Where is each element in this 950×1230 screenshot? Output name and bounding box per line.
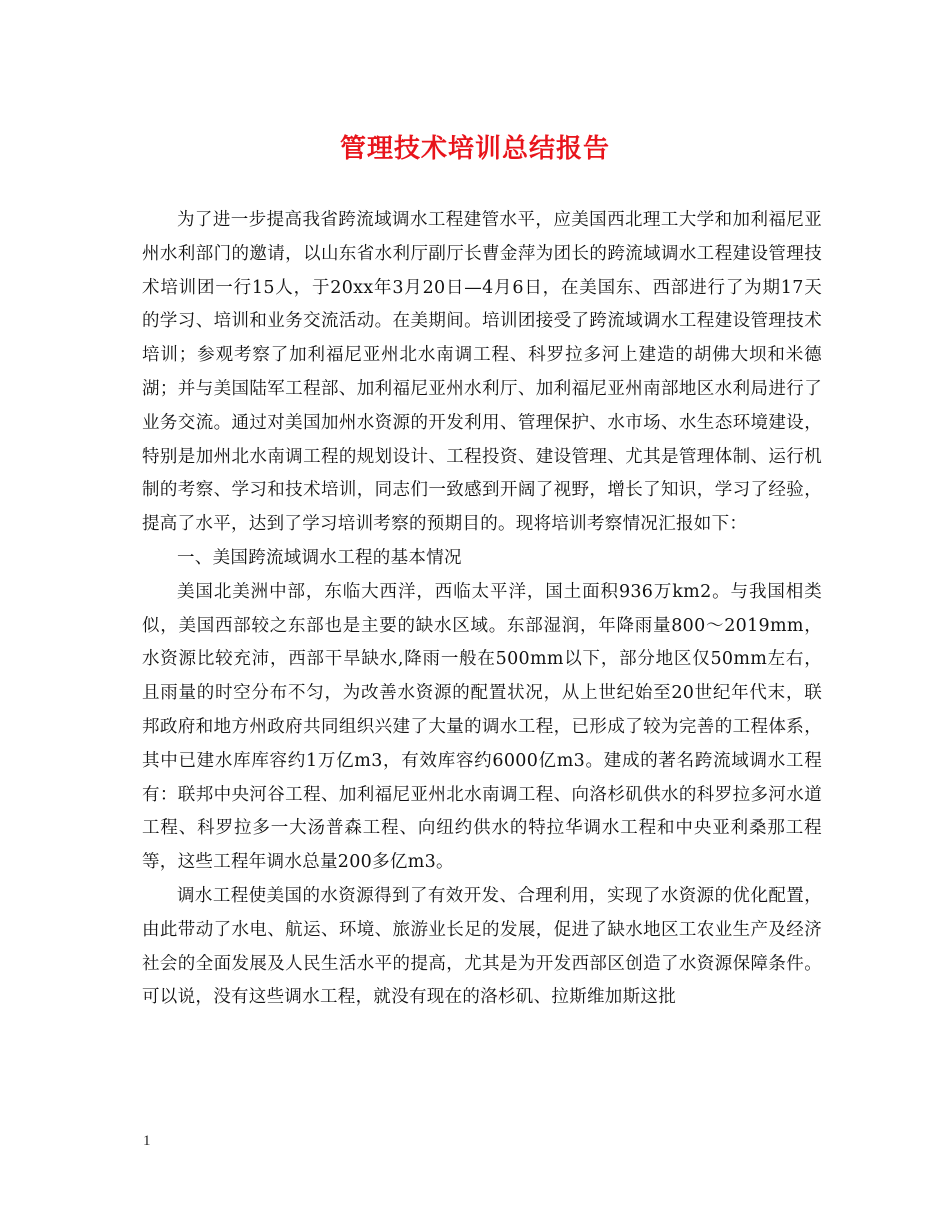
paragraph-intro: 为了进一步提高我省跨流域调水工程建管水平，应美国西北理工大学和加利福尼亚州水利部门的邀请，以山东省水利厅副厅长曹金萍为团长的跨流域调水工程建设管理技术培训团一行15人，于20xx年3月20日—4月6日，在美国东、西部进行了为期17天的学习、培训和业务交流活动。在美期间。培训团接受了跨流域调水工程建设管理技术培训；参观考察了加利福尼亚州北水南调工程、科罗拉多河上建造的胡佛大坝和米德湖；并与美国陆军工程部、加利福尼亚州水利厅、加利福尼亚州南部地区水利局进行了业务交流。通过对美国加州水资源的开发利用、管理保护、水市场、水生态环境建设，特别是加州北水南调工程的规划设计、工程投资、建设管理、尤其是管理体制、运行机制的考察、学习和技术培训，同志们一致感到开阔了视野，增长了知识，学习了经验，提高了水平，达到了学习培训考察的预期目的。现将培训考察情况汇报如下： (142, 210, 822, 535)
paragraph-benefits: 调水工程使美国的水资源得到了有效开发、合理利用，实现了水资源的优化配置，由此带动了水电、航运、环境、旅游业长足的发展，促进了缺水地区工农业生产及经济社会的全面发展及人民生活水平的提高，尤其是为开发西部区创造了水资源保障条件。可以说，没有这些调水工程，就没有现在的洛杉矶、拉斯维加斯这批 (142, 885, 822, 1008)
document-body (142, 204, 822, 1015)
paragraph-overview: 美国北美洲中部，东临大西洋，西临太平洋，国土面积936万km2。与我国相类似，美国西部较之东部也是主要的缺水区域。东部湿润，年降雨量800～2019mm，水资源比较充沛，西部干旱缺水,降雨一般在500mm以下，部分地区仅50mm左右，且雨量的时空分布不匀，为改善水资源的配置状况，从上世纪始至20世纪年代末，联邦政府和地方州政府共同组织兴建了大量的调水工程，已形成了较为完善的工程体系，其中已建水库库容约1万亿m3，有效库容约6000亿m3。建成的著名跨流域调水工程有：联邦中央河谷工程、加利福尼亚州北水南调工程、向洛杉矶供水的科罗拉多河水道工程、科罗拉多一大汤普森工程、向纽约供水的特拉华调水工程和中央亚利桑那工程等，这些工程年调水总量200多亿m3。 (142, 581, 822, 873)
document-title: 管理技术培训总结报告 (339, 134, 610, 164)
section-heading: 一、美国跨流域调水工程的基本情况 (177, 547, 462, 568)
page-number: 1 (143, 1133, 151, 1149)
